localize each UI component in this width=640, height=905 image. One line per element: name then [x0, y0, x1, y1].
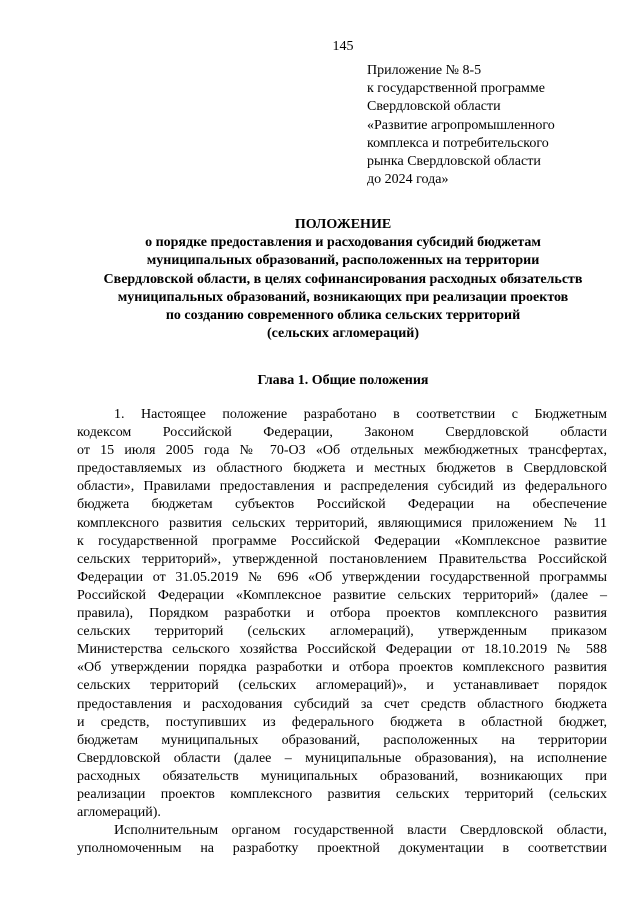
appendix-line: Приложение № 8-5: [367, 63, 482, 78]
paragraph-line: бюджета бюджетам субъектов Российской Федерации на обеспечение: [77, 497, 607, 513]
paragraph-line: от 15 июля 2005 года № 70-ОЗ «Об отдельных межбюджетных трансфертах,: [77, 443, 607, 459]
paragraph-line: Российской Федерации «Комплексное развитие сельских территорий» (далее –: [77, 587, 607, 603]
appendix-line: Свердловской области: [367, 99, 501, 115]
page-number: 145: [332, 39, 354, 54]
paragraph-line: Федерации от 31.05.2019 № 696 «Об утверждении государственной программы: [77, 569, 607, 585]
paragraph-line: реализации проектов комплексного развития сельских территорий (сельских: [77, 786, 607, 802]
title-heading: ПОЛОЖЕНИЕ: [294, 217, 392, 232]
document-title: [40, 216, 640, 343]
paragraph-line: уполномоченным на разработку проектной документации в соответствии: [77, 841, 607, 857]
appendix-line: рынка Свердловской области: [367, 154, 541, 170]
paragraph-line: сельских территорий (сельских агломераций)», и устанавливает порядок: [77, 678, 607, 694]
paragraph-line: предоставления и расходования субсидий за счет средств областного бюджета: [77, 696, 607, 712]
appendix-line: к государственной программе: [367, 81, 545, 97]
paragraph-line: сельских территорий (сельских агломераций), утвержденным приказом: [77, 624, 607, 640]
paragraph-line: к государственной программе Российской Федерации «Комплексное развитие: [77, 533, 607, 549]
paragraph-line: агломераций).: [77, 805, 161, 821]
title-line: муниципальных образований, возникающих при реализации проектов: [117, 289, 569, 305]
title-line: (сельских агломераций): [267, 326, 419, 342]
paragraph-line: Министерства сельского хозяйства Российской Федерации от 18.10.2019 № 588: [77, 642, 607, 658]
paragraph-line: комплексного развития сельских территорий, являющимися приложением № 11: [77, 515, 607, 531]
paragraph-line: правила), Порядком разработки и отбора проектов комплексного развития: [77, 606, 607, 622]
paragraph-line: и средств, поступивших из федерального бюджета в областной бюджет,: [77, 714, 607, 730]
chapter-heading: Глава 1. Общие положения: [257, 373, 429, 388]
title-line: по созданию современного облика сельских территорий: [165, 308, 521, 324]
appendix-line: комплекса и потребительского: [367, 135, 549, 151]
title-line: о порядке предоставления и расходования субсидий бюджетам: [145, 235, 541, 251]
paragraph-line: предоставляемых из областного бюджета и местных бюджетов в Свердловской: [77, 461, 607, 477]
appendix-line: до 2024 года»: [367, 172, 449, 188]
appendix-reference: [367, 62, 617, 189]
paragraph-1: [77, 406, 607, 822]
title-line: Свердловской области, в целях софинансирования расходных обязательств: [103, 271, 583, 287]
paragraph-2: [77, 822, 607, 858]
paragraph-line: сельских территорий», утвержденной постановлением Правительства Российской: [77, 551, 607, 567]
paragraph-line: «Об утверждении порядка разработки и отбора проектов комплексного развития: [77, 660, 607, 676]
paragraph-line: расходных обязательств муниципальных образований, возникающих при: [77, 768, 607, 784]
title-line: муниципальных образований, расположенных на территории: [146, 253, 540, 269]
paragraph-line: области», Правилами предоставления и распределения субсидий из федерального: [77, 479, 607, 495]
paragraph-line: бюджетам муниципальных образований, расположенных на территории: [77, 732, 607, 748]
paragraph-line: Свердловской области (далее – муниципальные образования), на исполнение: [77, 750, 607, 766]
paragraph-line: кодексом Российской Федерации, Законом Свердловской области: [77, 425, 607, 441]
appendix-line: «Развитие агропромышленного: [367, 117, 555, 133]
paragraph-line: Исполнительным органом государственной власти Свердловской области,: [114, 823, 607, 839]
paragraph-line: 1. Настоящее положение разработано в соответствии с Бюджетным: [114, 407, 607, 422]
document-body: [77, 406, 607, 858]
